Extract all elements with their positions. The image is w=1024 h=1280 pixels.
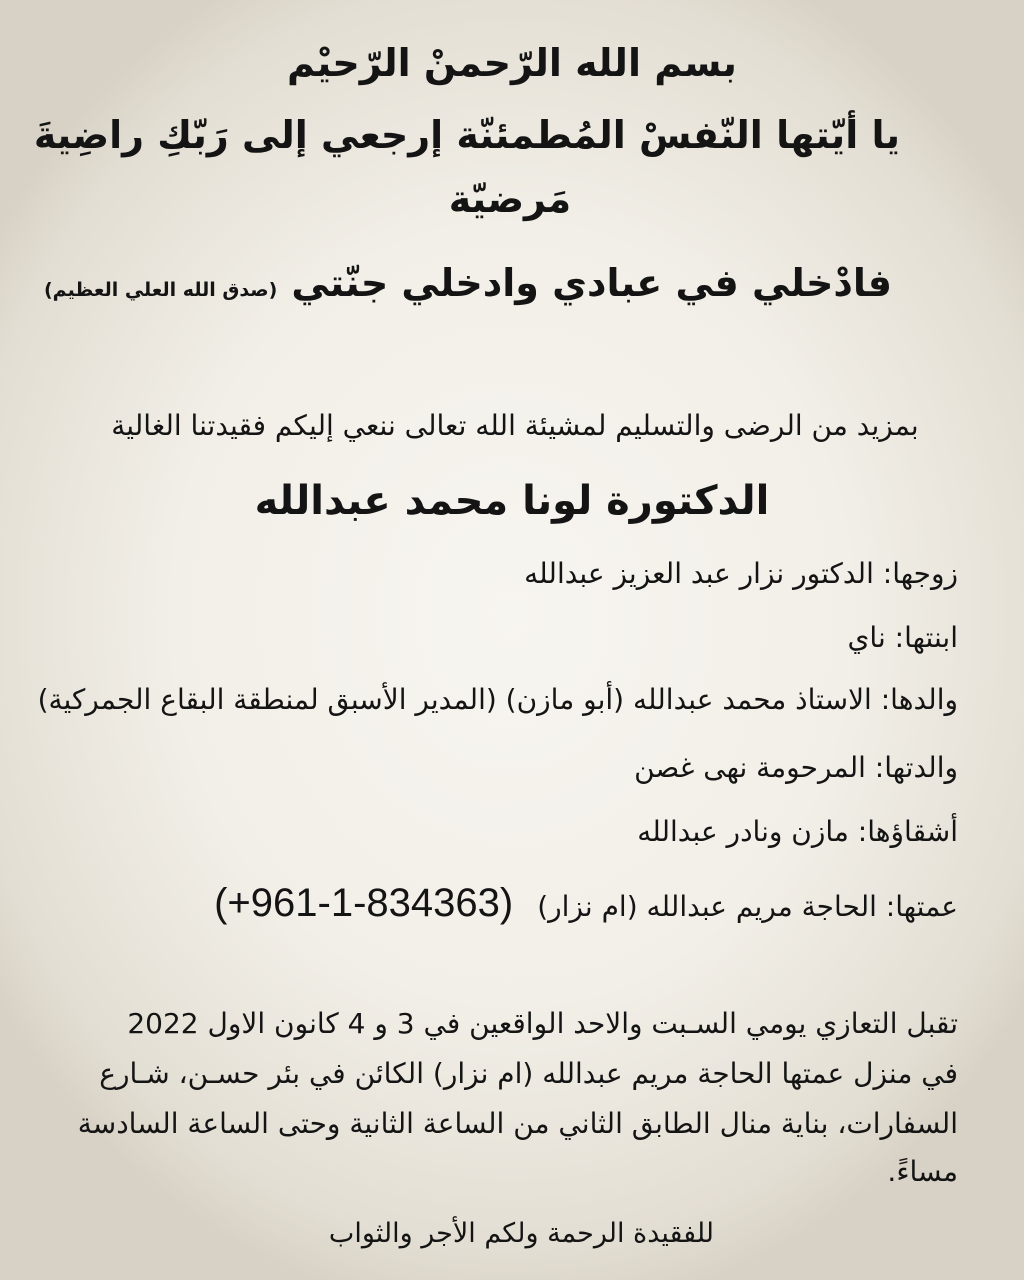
quran-verse-line-1: يا أيّتها النّفسْ المُطمئنّة إرجعي إلى رَبّكِ راضِيةَ (33, 113, 900, 157)
verse-attribution: (صدق الله العلي العظيم) (44, 279, 278, 301)
deceased-name: الدكتورة لونا محمد عبدالله (254, 478, 770, 524)
basmala-heading: بسم الله الرّحمنْ الرّحيْم (287, 41, 737, 85)
relative-father: والدها: الاستاذ محمد عبدالله (أبو مازن) (المدير الأسبق لمنطقة البقاع الجمركية) (37, 683, 958, 716)
relative-siblings: أشقاؤها: مازن ونادر عبدالله (637, 815, 958, 848)
quran-verse-line-3 (44, 262, 892, 306)
closing-prayer: للفقيدة الرحمة ولكم الأجر والثواب (328, 1218, 714, 1249)
relative-husband: زوجها: الدكتور نزار عبد العزيز عبدالله (524, 557, 958, 590)
condolence-line-4: مساءً. (887, 1155, 958, 1188)
condolence-line-1: تقبل التعازي يومي السـبت والاحد الواقعين في 3 و 4 كانون الاول 2022 (127, 1007, 958, 1040)
condolence-line-2: في منزل عمتها الحاجة مريم عبدالله (ام نزار) الكائن في بئر حسـن، شـارع (99, 1057, 958, 1090)
relative-aunt (214, 880, 958, 926)
relative-mother: والدتها: المرحومة نهى غصن (634, 751, 958, 784)
announcement-intro: بمزيد من الرضى والتسليم لمشيئة الله تعالى ننعي إليكم فقيدتنا الغالية (111, 409, 919, 442)
quran-verse-line-2: مَرضيّة (448, 177, 572, 221)
aunt-text: عمتها: الحاجة مريم عبدالله (ام نزار) (537, 890, 958, 923)
quran-verse-text: فادْخلي في عبادي وادخلي جنّتي (291, 261, 892, 305)
condolence-line-3: السفارات، بناية منال الطابق الثاني من الساعة الثانية وحتى الساعة السادسة (77, 1107, 958, 1140)
relative-daughter: ابنتها: ناي (847, 621, 958, 654)
aunt-phone-number: (+961-1-834363) (214, 881, 514, 925)
